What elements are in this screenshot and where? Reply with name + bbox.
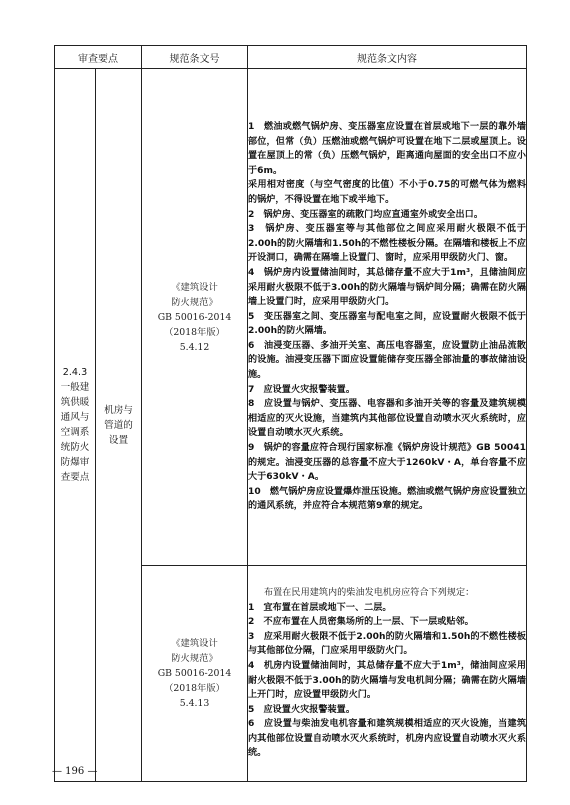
clause-paragraph: 5 应设置火灾报警装置。 — [248, 704, 355, 715]
clause-paragraph: 7 应设置火灾报警装置。 — [248, 384, 355, 395]
clause-paragraph: 3 锅炉房、变压器室等与其他部位之间应采用耐火极限不低于2.00h的防火隔墙和1.50h的不燃性楼板分隔。在隔墙和楼板上不应开设洞口，确需在隔墙上设置门、窗时，应采用甲级防火门、窗。 — [248, 224, 526, 264]
subcategory-cell — [96, 69, 142, 782]
clause-paragraph: 2 不应布置在人员密集场所的上一层、下一层或贴邻。 — [248, 617, 474, 628]
clause-ref-line: 《建筑设计 — [171, 638, 218, 649]
clause-paragraph: 4 锅炉房内设置储油间时，其总储存量不应大于1m³，且储油间应采用耐火极限不低于3.00h的防火隔墙与锅炉间分隔；确需在防火隔墙上设置门时，应采用甲级防火门。 — [248, 267, 526, 308]
clause-content-cell — [248, 69, 527, 566]
clause-content-cell — [248, 566, 527, 782]
category-line: 统防火 — [60, 442, 90, 453]
category-line: 空调系 — [60, 427, 90, 438]
clause-paragraph: 1 燃油或燃气锅炉房、变压器室应设置在首层或地下一层的靠外墙部位，但常（负）压燃油或燃气锅炉可设置在地下二层或屋顶上。设置在屋顶上的常（负）压燃气锅炉，距离通向屋面的安全出口不应小于6m。 — [248, 121, 526, 176]
clause-paragraph: 8 应设置与锅炉、变压器、电容器和多油开关等的容量及建筑规模相适应的灭火设施，当建筑内其他部位设置自动喷水灭火系统时，应设置自动喷水灭火系统。 — [248, 399, 526, 439]
clause-ref-line: （2018年版） — [164, 683, 225, 694]
table-header-row — [55, 46, 527, 69]
subcategory-line: 设置 — [108, 434, 129, 446]
clause-ref-line: 5.4.13 — [179, 698, 210, 709]
clause-ref-cell — [142, 566, 248, 782]
clause-paragraph: 4 机房内设置储油间时，其总储存量不应大于1m³，储油间应采用耐火极限不低于3.00h的防火隔墙与发电机间分隔；确需在防火隔墙上开门时，应设置甲级防火门。 — [248, 660, 526, 701]
clause-intro: 布置在民用建筑内的柴油发电机房应符合下列规定： — [264, 587, 475, 598]
clause-paragraph: 采用相对密度（与空气密度的比值）不小于0.75的可燃气体为燃料的锅炉，不得设置在地下或半地下。 — [248, 180, 526, 205]
clause-ref-line: 防火规范》 — [171, 296, 218, 308]
clause-paragraph: 6 应设置与柴油发电机容量和建筑规模相适应的灭火设施，当建筑内其他部位设置自动喷水灭火系统时，机房内应设置自动喷水灭火系统。 — [248, 719, 526, 759]
clause-ref-line: GB 50016-2014 — [157, 668, 232, 679]
clause-ref-line: 《建筑设计 — [171, 281, 218, 293]
clause-paragraph: 9 锅炉的容量应符合现行国家标准《锅炉房设计规范》GB 50041的规定。油浸变压器的总容量不应大于1260kV・A，单台容量不应大于630kV・A。 — [248, 443, 526, 483]
clause-ref-line: （2018年版） — [164, 326, 225, 338]
clause-ref-cell — [142, 69, 248, 566]
clause-paragraph: 1 宜布置在首层或地下一、二层。 — [248, 602, 392, 613]
header-clause-content: 规范条文内容 — [248, 46, 527, 69]
category-line: 筑供暖 — [60, 397, 90, 408]
table-row — [55, 69, 527, 566]
category-line: 查要点 — [60, 472, 90, 483]
clause-paragraph: 5 变压器室之间、变压器室与配电室之间，应设置耐火极限不低于2.00h的防火隔墙。 — [248, 311, 526, 337]
category-cell — [55, 69, 96, 782]
clause-paragraph: 2 锅炉房、变压器室的疏散门均应直通室外或安全出口。 — [248, 209, 483, 220]
clause-ref-line: 防火规范》 — [171, 653, 218, 664]
subcategory-line: 机房与 — [104, 404, 133, 416]
clause-paragraph: 6 油浸变压器、多油开关室、高压电容器室，应设置防止油品流散的设施。油浸变压器下面应设置能储存变压器全部油量的事故储油设施。 — [248, 340, 526, 381]
clause-ref-line: 5.4.12 — [179, 341, 210, 353]
review-table — [54, 45, 527, 782]
page-number: — 196 — — [52, 766, 98, 777]
category-line: 防爆审 — [60, 457, 90, 468]
header-clause-number: 规范条文号 — [142, 46, 248, 69]
category-line: 一般建 — [60, 382, 90, 393]
clause-paragraph: 10 燃气锅炉房应设置爆炸泄压设施。燃油或燃气锅炉房应设置独立的通风系统，并应符合本规范第9章的规定。 — [248, 486, 526, 512]
clause-paragraph: 3 应采用耐火极限不低于2.00h的防火隔墙和1.50h的不燃性楼板与其他部位分隔，门应采用甲级防火门。 — [248, 631, 526, 657]
category-line: 2.4.3 — [62, 367, 88, 378]
category-line: 通风与 — [60, 412, 90, 423]
header-review-points: 审查要点 — [55, 46, 142, 69]
subcategory-line: 管道的 — [104, 419, 133, 431]
clause-ref-line: GB 50016-2014 — [157, 311, 232, 323]
